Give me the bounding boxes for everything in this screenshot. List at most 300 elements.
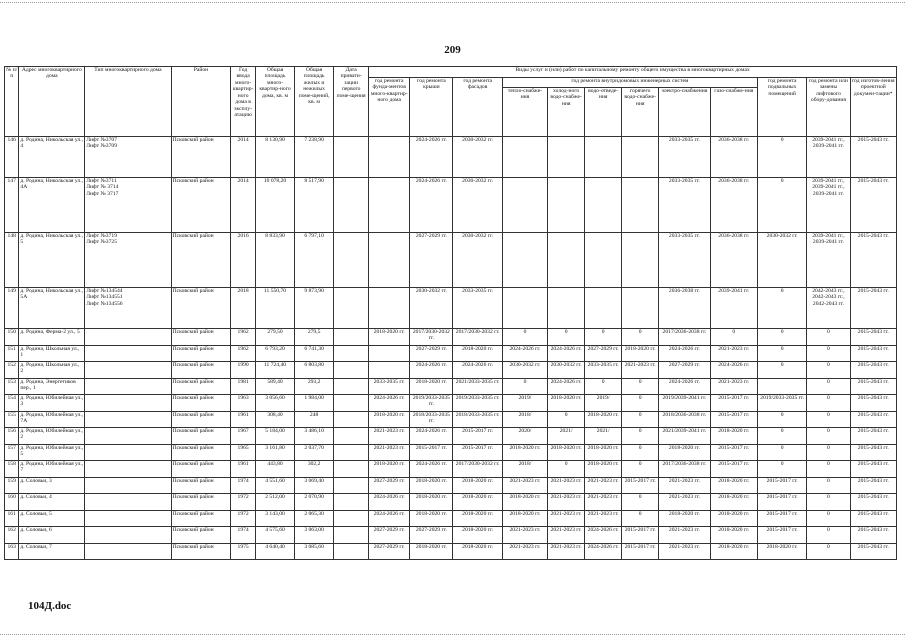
header-total-area: Общая площадь много-квартир-ного дома, кв. м xyxy=(255,67,294,137)
cell-hot-water: 2015-2017 гг. xyxy=(622,527,659,544)
cell-type xyxy=(85,378,171,395)
cell-basement: 0 xyxy=(757,428,806,445)
cell-type: Лифт №3719 Лифт №3725 xyxy=(85,233,171,288)
cell-foundation: 2027-2029 гг. xyxy=(369,527,410,544)
cell-lift: 0 xyxy=(807,395,850,412)
cell-address: д. Соловьи, 6 xyxy=(19,527,85,544)
table-row xyxy=(5,461,897,478)
cell-year: 2016 xyxy=(231,233,256,288)
cell-gas: 2015-2017 гг. xyxy=(710,461,757,478)
cell-cold-water xyxy=(548,178,585,233)
cell-total-area: 589,40 xyxy=(255,378,294,395)
cell-foundation: 2027-2029 гг. xyxy=(369,543,410,560)
cell-district: Псковский район xyxy=(171,329,231,346)
cell-year: 1962 xyxy=(231,345,256,362)
cell-electricity: 2036-2038 гг. xyxy=(659,288,710,329)
cell-address: д. Родина, Школьная ул., 2 xyxy=(19,362,85,379)
cell-foundation: 2027-2029 гг. xyxy=(369,477,410,494)
cell-total-area: 308,40 xyxy=(255,411,294,428)
cell-lift: 0 xyxy=(807,510,850,527)
cell-facade: 2018-2020 гг. xyxy=(453,494,502,511)
cell-foundation xyxy=(369,362,410,379)
cell-privatization xyxy=(334,543,369,560)
cell-district: Псковский район xyxy=(171,428,231,445)
cell-living-area: 7 238,90 xyxy=(295,137,334,178)
cell-lift: 0 xyxy=(807,428,850,445)
cell-cold-water: 0 xyxy=(548,461,585,478)
cell-gas: 2018-2020 гг. xyxy=(710,527,757,544)
cell-privatization xyxy=(334,461,369,478)
cell-foundation xyxy=(369,233,410,288)
cell-basement: 2015-2017 гг. xyxy=(757,527,806,544)
cell-year: 1962 xyxy=(231,329,256,346)
cell-heat: 2024-2026 гг. xyxy=(502,345,547,362)
cell-type xyxy=(85,527,171,544)
cell-hot-water: 0 xyxy=(622,395,659,412)
cell-foundation: 2018-2020 гг. xyxy=(369,329,410,346)
cell-docs: 2015-2043 гг. xyxy=(850,288,896,329)
cell-heat: 2019/ xyxy=(502,395,547,412)
cell-privatization xyxy=(334,288,369,329)
cell-docs: 2015-2043 гг. xyxy=(850,178,896,233)
cell-lift: 0 xyxy=(807,477,850,494)
cell-heat: 2021-2023 гг. xyxy=(502,543,547,560)
cell-sewer: 2021-2023 гг. xyxy=(585,494,622,511)
cell-facade: 2024-2026 гг. xyxy=(453,362,502,379)
cell-lift: 0 xyxy=(807,494,850,511)
cell-hot-water: 0 xyxy=(622,494,659,511)
cell-year: 1990 xyxy=(231,362,256,379)
header-year: Год ввода много-квартир-ного дома в эксплу-атацию xyxy=(231,67,256,137)
cell-gas: 2015-2017 гг. xyxy=(710,411,757,428)
cell-electricity: 2018/2036-2038 гг. xyxy=(659,411,710,428)
cell-living-area: 6 741,30 xyxy=(295,345,334,362)
cell-facade: 2018-2020 гг. xyxy=(453,477,502,494)
cell-cold-water: 2021-2023 гг. xyxy=(548,477,585,494)
cell-sewer: 2021/ xyxy=(585,428,622,445)
header-hot-water: горячего водо-снабже-ния xyxy=(622,88,659,137)
cell-type xyxy=(85,477,171,494)
cell-gas: 2018-2020 гг. xyxy=(710,477,757,494)
cell-hot-water: 2021-2023 гг. xyxy=(622,362,659,379)
cell-privatization xyxy=(334,494,369,511)
cell-heat: 2021-2023 гг. xyxy=(502,477,547,494)
cell-heat xyxy=(502,233,547,288)
cell-year: 2014 xyxy=(231,178,256,233)
cell-type: Лифт №3707 Лифт №3709 xyxy=(85,137,171,178)
cell-foundation: 2018-2020 гг. xyxy=(369,461,410,478)
cell-total-area: 443,80 xyxy=(255,461,294,478)
cell-gas: 2018-2020 гг. xyxy=(710,543,757,560)
cell-cold-water: 2024-2026 гг. xyxy=(548,378,585,395)
table-row xyxy=(5,477,897,494)
cell-docs: 2015-2043 гг. xyxy=(850,510,896,527)
cell-district: Псковский район xyxy=(171,477,231,494)
cell-foundation: 2024-2026 гг. xyxy=(369,395,410,412)
cell-address: д. Родина, Никольская ул., 4А xyxy=(19,178,85,233)
cell-num: 152 xyxy=(5,362,19,379)
cell-facade: 2015-2017 гг. xyxy=(453,444,502,461)
cell-district: Псковский район xyxy=(171,494,231,511)
cell-living-area: 293,2 xyxy=(295,378,334,395)
cell-num: 150 xyxy=(5,329,19,346)
cell-roof: 2027-2029 гг. xyxy=(410,527,453,544)
cell-facade: 2015-2017 гг. xyxy=(453,428,502,445)
cell-num: 149 xyxy=(5,288,19,329)
cell-address: д. Соловьи, 3 xyxy=(19,477,85,494)
cell-gas: 0 xyxy=(710,329,757,346)
cell-facade: 2017/2030-2032 гг. xyxy=(453,329,502,346)
cell-electricity: 2017/2036-2038 гг. xyxy=(659,461,710,478)
cell-electricity: 2018-2020 гг. xyxy=(659,510,710,527)
cell-total-area: 279,50 xyxy=(255,329,294,346)
header-cold-water: холод-ного водо-снабже-ния xyxy=(548,88,585,137)
cell-type xyxy=(85,543,171,560)
cell-address: д. Родина, Школьная ул., 1 xyxy=(19,345,85,362)
cell-lift: 0 xyxy=(807,444,850,461)
cell-docs: 2015-2043 гг. xyxy=(850,411,896,428)
cell-facade: 2030-2032 гг. xyxy=(453,233,502,288)
cell-gas: 2036-2038 гг. xyxy=(710,137,757,178)
cell-cold-water: 2021-2023 гг. xyxy=(548,527,585,544)
header-sewer: водо-отведе-ния xyxy=(585,88,622,137)
cell-heat: 2018/ xyxy=(502,411,547,428)
cell-address: д. Родина, Никольская ул., 5А xyxy=(19,288,85,329)
cell-hot-water: 0 xyxy=(622,444,659,461)
cell-docs: 2015-2043 гг. xyxy=(850,444,896,461)
cell-num: 160 xyxy=(5,494,19,511)
cell-district: Псковский район xyxy=(171,527,231,544)
header-district: Район xyxy=(171,67,231,137)
cell-roof: 2018-2020 гг. xyxy=(410,378,453,395)
cell-basement: 0 xyxy=(757,444,806,461)
cell-electricity: 2017/2036-2038 гг. xyxy=(659,329,710,346)
cell-hot-water: 2015-2017 гг. xyxy=(622,543,659,560)
table-row xyxy=(5,137,897,178)
header-foundation: год ремонта фунда-ментов много-квартир-ного дома xyxy=(369,78,410,137)
cell-electricity: 2021-2023 гг. xyxy=(659,543,710,560)
cell-living-area: 2 070,90 xyxy=(295,494,334,511)
cell-cold-water: 2021-2023 гг. xyxy=(548,543,585,560)
table-row xyxy=(5,178,897,233)
cell-address: д. Родина, Юбилейная ул., 5 xyxy=(19,444,85,461)
cell-district: Псковский район xyxy=(171,137,231,178)
cell-docs: 2015-2043 гг. xyxy=(850,461,896,478)
cell-gas: 2021-2023 гг. xyxy=(710,378,757,395)
table-row xyxy=(5,362,897,379)
cell-sewer: 2027-2029 гг. xyxy=(585,345,622,362)
header-living-area: Общая площадь жилых и нежилых поме-щений, кв. м xyxy=(295,67,334,137)
cell-privatization xyxy=(334,137,369,178)
cell-electricity: 2021-2023 гг. xyxy=(659,477,710,494)
cell-year: 1974 xyxy=(231,527,256,544)
cell-year: 1961 xyxy=(231,411,256,428)
cell-living-area: 6 797,10 xyxy=(295,233,334,288)
cell-docs: 2015-2043 гг. xyxy=(850,428,896,445)
cell-lift: 2039-2041 гг., 2039-2041 гг., 2039-2041 гг. xyxy=(807,178,850,233)
cell-year: 1965 xyxy=(231,444,256,461)
cell-hot-water: 0 xyxy=(622,428,659,445)
cell-lift: 2039-2041 гг., 2039-2041 гг. xyxy=(807,233,850,288)
cell-sewer xyxy=(585,137,622,178)
cell-heat: 2020/ xyxy=(502,428,547,445)
cell-docs: 2015-2043 гг. xyxy=(850,345,896,362)
cell-total-area: 11 724,40 xyxy=(255,362,294,379)
cell-cold-water: 0 xyxy=(548,329,585,346)
table-row xyxy=(5,543,897,560)
cell-num: 157 xyxy=(5,444,19,461)
cell-privatization xyxy=(334,477,369,494)
cell-sewer: 0 xyxy=(585,378,622,395)
cell-foundation xyxy=(369,178,410,233)
cell-num: 155 xyxy=(5,411,19,428)
cell-num: 162 xyxy=(5,527,19,544)
cell-electricity: 2027-2029 гг. xyxy=(659,362,710,379)
cell-living-area: 1 984,00 xyxy=(295,395,334,412)
cell-sewer: 2024-2026 гг. xyxy=(585,527,622,544)
cell-electricity: 2033-2035 гг. xyxy=(659,137,710,178)
cell-facade: 2030-2032 гг. xyxy=(453,137,502,178)
cell-address: д. Соловьи, 5 xyxy=(19,510,85,527)
header-basement: год ремонта подвальных помещений xyxy=(757,78,806,137)
cell-facade: 2033-2035 гг. xyxy=(453,288,502,329)
cell-heat: 2018/ xyxy=(502,461,547,478)
cell-roof: 2018/2033-2035 гг. xyxy=(410,411,453,428)
cell-address: д. Родина, Ферма-2 ул., 5 xyxy=(19,329,85,346)
cell-electricity: 2021/2039-2041 гг. xyxy=(659,428,710,445)
cell-heat: 2030-2032 гг. xyxy=(502,362,547,379)
cell-total-area: 2 512,00 xyxy=(255,494,294,511)
cell-living-area: 3 063,00 xyxy=(295,527,334,544)
cell-year: 2018 xyxy=(231,288,256,329)
cell-living-area: 3 085,60 xyxy=(295,543,334,560)
cell-heat xyxy=(502,178,547,233)
cell-year: 1975 xyxy=(231,543,256,560)
table-row xyxy=(5,428,897,445)
cell-docs: 2015-2043 гг. xyxy=(850,233,896,288)
cell-facade: 2030-2032 гг. xyxy=(453,178,502,233)
cell-num: 151 xyxy=(5,345,19,362)
cell-district: Псковский район xyxy=(171,233,231,288)
cell-cold-water: 2021-2023 гг. xyxy=(548,494,585,511)
cell-total-area: 10 078,20 xyxy=(255,178,294,233)
cell-foundation: 2033-2035 гг. xyxy=(369,378,410,395)
cell-electricity: 2024-2026 гг. xyxy=(659,378,710,395)
cell-gas: 2036-2038 гг. xyxy=(710,178,757,233)
cell-foundation: 2021-2023 гг. xyxy=(369,444,410,461)
cell-foundation: 2021-2023 гг. xyxy=(369,428,410,445)
cell-num: 163 xyxy=(5,543,19,560)
table-row xyxy=(5,494,897,511)
cell-roof: 2018-2020 гг. xyxy=(410,477,453,494)
cell-district: Псковский район xyxy=(171,178,231,233)
cell-cold-water: 2024-2026 гг. xyxy=(548,345,585,362)
cell-hot-water: 0 xyxy=(622,510,659,527)
cell-docs: 2015-2043 гг. xyxy=(850,362,896,379)
cell-total-area: 3 143,00 xyxy=(255,510,294,527)
cell-facade: 2021/2033-2035 гг. xyxy=(453,378,502,395)
cell-heat: 0 xyxy=(502,329,547,346)
cell-basement: 2018-2020 гг. xyxy=(757,543,806,560)
cell-basement: 0 xyxy=(757,345,806,362)
cell-sewer xyxy=(585,178,622,233)
cell-cold-water: 2018-2020 гг. xyxy=(548,444,585,461)
cell-roof: 2027-2029 гг. xyxy=(410,345,453,362)
cell-privatization xyxy=(334,178,369,233)
cell-sewer: 2018-2020 гг. xyxy=(585,461,622,478)
cell-address: д. Соловьи, 7 xyxy=(19,543,85,560)
cell-docs: 2015-2043 гг. xyxy=(850,329,896,346)
cell-facade: 2018-2020 гг. xyxy=(453,510,502,527)
cell-docs: 2015-2043 гг. xyxy=(850,137,896,178)
header-heat: тепло-снабже-ния xyxy=(502,88,547,137)
cell-district: Псковский район xyxy=(171,288,231,329)
cell-hot-water xyxy=(622,178,659,233)
cell-district: Псковский район xyxy=(171,378,231,395)
cell-gas: 2018-2020 гг. xyxy=(710,510,757,527)
header-privatization: Дата привати-зации первого поме-щения xyxy=(334,67,369,137)
cell-cold-water: 0 xyxy=(548,411,585,428)
cell-roof: 2018-2020 гг. xyxy=(410,510,453,527)
cell-foundation: 2024-2026 гг. xyxy=(369,494,410,511)
cell-gas: 2039-2041 гг. xyxy=(710,288,757,329)
cell-basement: 0 xyxy=(757,178,806,233)
header-docs: год изготов-ления проектной докумен-тации* xyxy=(850,78,896,137)
cell-basement: 0 xyxy=(757,362,806,379)
cell-hot-water xyxy=(622,233,659,288)
capital-repair-table xyxy=(4,66,897,560)
cell-address: д. Родина, Энергетиков пер., 1 xyxy=(19,378,85,395)
cell-cold-water: 2021-2023 гг. xyxy=(548,510,585,527)
cell-living-area: 302,2 xyxy=(295,461,334,478)
cell-lift: 2042-2043 гг., 2042-2043 гг., 2042-2043 гг. xyxy=(807,288,850,329)
cell-electricity: 2024-2026 гг. xyxy=(659,345,710,362)
cell-basement: 0 xyxy=(757,329,806,346)
cell-num: 158 xyxy=(5,461,19,478)
cell-electricity: 2033-2035 гг. xyxy=(659,233,710,288)
cell-year: 1972 xyxy=(231,494,256,511)
cell-sewer: 2021-2023 гг. xyxy=(585,510,622,527)
header-gas: газо-снабже-ния xyxy=(710,88,757,137)
cell-foundation xyxy=(369,288,410,329)
scan-edge-top xyxy=(0,2,905,3)
cell-district: Псковский район xyxy=(171,411,231,428)
cell-hot-water: 2015-2017 гг. xyxy=(622,477,659,494)
cell-privatization xyxy=(334,510,369,527)
cell-basement: 0 xyxy=(757,137,806,178)
cell-living-area: 6 803,80 xyxy=(295,362,334,379)
cell-address: д. Родина, Юбилейная ул., 2 xyxy=(19,428,85,445)
cell-type xyxy=(85,345,171,362)
cell-docs: 2015-2043 гг. xyxy=(850,527,896,544)
cell-living-area: 248 xyxy=(295,411,334,428)
cell-living-area: 2 065,30 xyxy=(295,510,334,527)
cell-sewer xyxy=(585,288,622,329)
cell-foundation xyxy=(369,345,410,362)
cell-privatization xyxy=(334,527,369,544)
cell-type xyxy=(85,428,171,445)
cell-district: Псковский район xyxy=(171,461,231,478)
cell-privatization xyxy=(334,411,369,428)
cell-privatization xyxy=(334,362,369,379)
cell-electricity: 2021-2023 гг. xyxy=(659,527,710,544)
cell-roof: 2027-2029 гг. xyxy=(410,233,453,288)
cell-year: 1967 xyxy=(231,428,256,445)
table-row xyxy=(5,345,897,362)
header-type: Тип многоквартирного дома xyxy=(85,67,171,137)
cell-cold-water: 2030-2032 гг. xyxy=(548,362,585,379)
cell-total-area: 8 833,90 xyxy=(255,233,294,288)
cell-living-area: 279,5 xyxy=(295,329,334,346)
cell-total-area: 8 130,90 xyxy=(255,137,294,178)
cell-address: д. Родина, Юбилейная ул., 7А xyxy=(19,411,85,428)
cell-district: Псковский район xyxy=(171,362,231,379)
cell-electricity: 2021-2023 гг. xyxy=(659,494,710,511)
cell-foundation: 2018-2020 гг. xyxy=(369,411,410,428)
cell-basement: 2015-2017 гг. xyxy=(757,510,806,527)
cell-total-area: 3 161,80 xyxy=(255,444,294,461)
cell-roof: 2024-2026 гг. xyxy=(410,178,453,233)
cell-privatization xyxy=(334,395,369,412)
cell-facade: 2017/2030-2032 гг. xyxy=(453,461,502,478)
cell-num: 148 xyxy=(5,233,19,288)
cell-type xyxy=(85,395,171,412)
cell-sewer: 2021-2023 гг. xyxy=(585,477,622,494)
cell-basement: 2015-2017 гг. xyxy=(757,477,806,494)
cell-hot-water: 0 xyxy=(622,411,659,428)
table-row xyxy=(5,329,897,346)
table-row xyxy=(5,444,897,461)
table-row xyxy=(5,395,897,412)
cell-gas: 2015-2017 гг. xyxy=(710,395,757,412)
cell-facade: 2018-2020 гг. xyxy=(453,345,502,362)
cell-basement: 2015-2017 гг. xyxy=(757,494,806,511)
cell-type xyxy=(85,494,171,511)
cell-type: Лифт №3711 Лифт № 3714 Лифт № 3717 xyxy=(85,178,171,233)
cell-type: Лифт №134544 Лифт №134551 Лифт №134556 xyxy=(85,288,171,329)
cell-basement: 2030-2032 гг. xyxy=(757,233,806,288)
cell-district: Псковский район xyxy=(171,345,231,362)
cell-gas: 2021-2023 гг. xyxy=(710,345,757,362)
cell-facade: 2019/2033-2035 гг. xyxy=(453,395,502,412)
cell-year: 1963 xyxy=(231,395,256,412)
cell-basement: 2019/2033-2035 гг. xyxy=(757,395,806,412)
cell-roof: 2015-2017 гг. xyxy=(410,444,453,461)
cell-address: д. Родина, Юбилейная ул., 3 xyxy=(19,395,85,412)
header-num: № п/п xyxy=(5,67,19,137)
cell-year: 1974 xyxy=(231,477,256,494)
cell-roof: 2024-2026 гг. xyxy=(410,362,453,379)
cell-num: 147 xyxy=(5,178,19,233)
cell-docs: 2015-2043 гг. xyxy=(850,378,896,395)
cell-privatization xyxy=(334,345,369,362)
cell-hot-water xyxy=(622,288,659,329)
cell-basement: 0 xyxy=(757,288,806,329)
cell-hot-water: 0 xyxy=(622,378,659,395)
cell-roof: 2017/2030-2032 гг. xyxy=(410,329,453,346)
cell-lift: 0 xyxy=(807,378,850,395)
cell-total-area: 4 640,40 xyxy=(255,543,294,560)
cell-hot-water: 0 xyxy=(622,461,659,478)
cell-sewer: 2024-2026 гг. xyxy=(585,543,622,560)
cell-roof: 2024-2026 гг. xyxy=(410,137,453,178)
header-lift: год ремонта или замены лифтового обору-дования xyxy=(807,78,850,137)
cell-lift: 0 xyxy=(807,345,850,362)
cell-num: 146 xyxy=(5,137,19,178)
cell-total-area: 6 793,20 xyxy=(255,345,294,362)
cell-sewer: 0 xyxy=(585,329,622,346)
cell-basement: 0 xyxy=(757,411,806,428)
